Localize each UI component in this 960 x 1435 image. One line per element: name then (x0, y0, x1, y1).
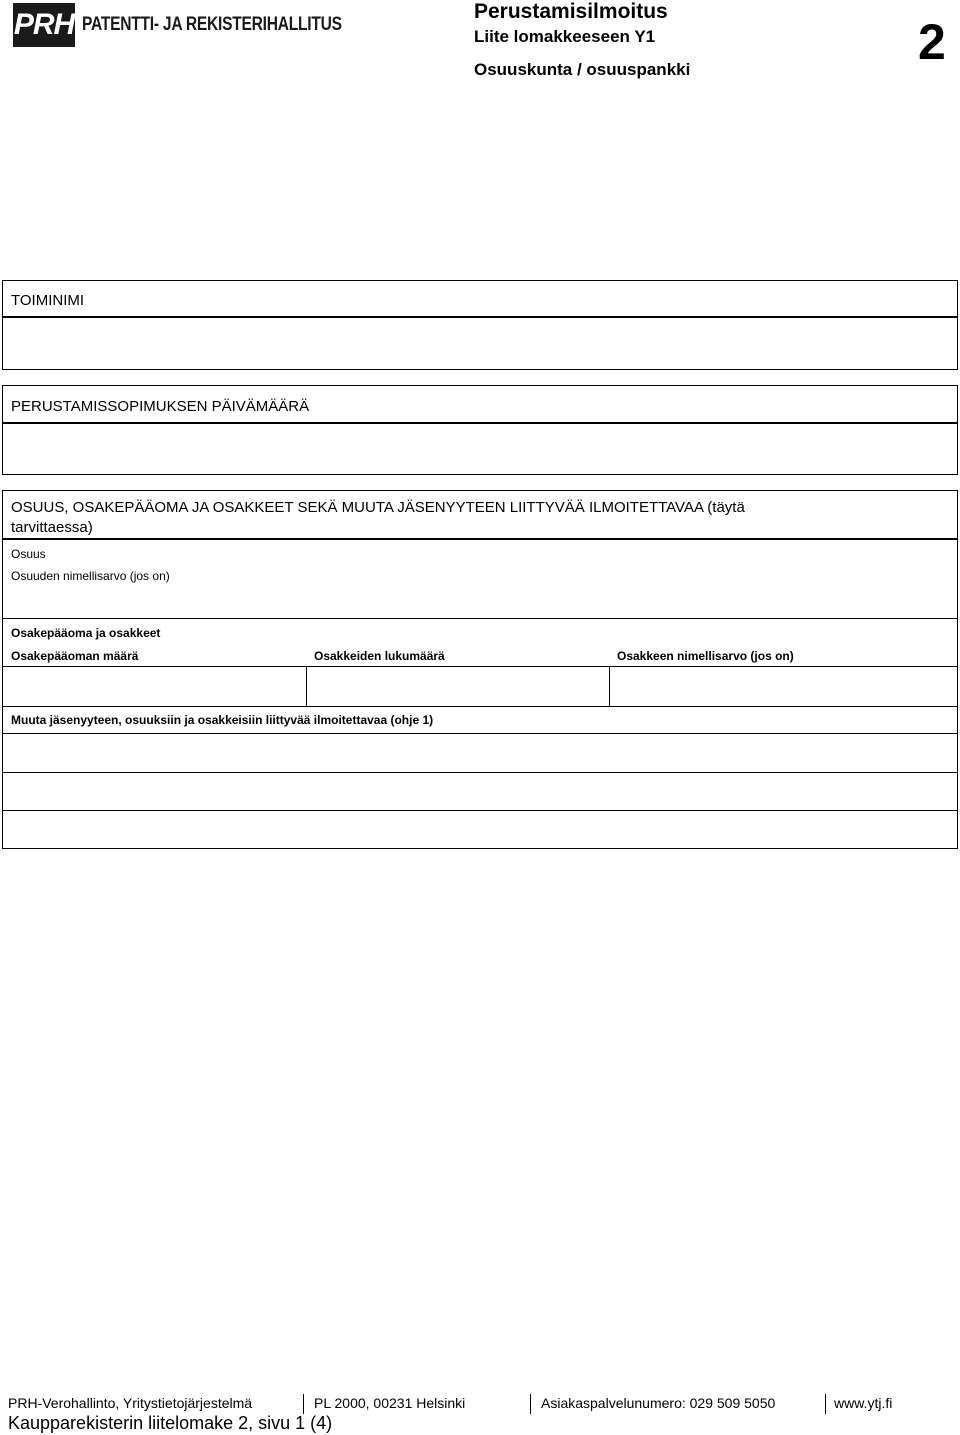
date-label: PERUSTAMISSOPIMUKSEN PÄIVÄMÄÄRÄ (11, 398, 310, 415)
footer-separator (825, 1394, 826, 1414)
osakepaaoma-heading: Osakepääoma ja osakkeet (11, 626, 161, 640)
page-number: 2 (918, 14, 946, 70)
osuus-label: Osuus (11, 547, 46, 561)
divider (3, 810, 957, 811)
form-title: Perustamisilmoitus (474, 0, 668, 23)
muuta-label: Muuta jäsenyyteen, osuuksiin ja osakkeisiin liittyvää ilmoitettavaa (ohje 1) (11, 713, 434, 727)
divider (3, 733, 957, 734)
muuta-field-3[interactable] (7, 813, 957, 847)
footer-separator (303, 1394, 304, 1414)
divider (3, 538, 957, 540)
muuta-field-2[interactable] (7, 775, 957, 809)
col-osakkeen-nimellisarvo: Osakkeen nimellisarvo (jos on) (617, 649, 794, 663)
footer-web[interactable]: www.ytj.fi (834, 1395, 893, 1411)
column-divider (609, 666, 610, 706)
date-field[interactable] (7, 428, 957, 472)
toiminimi-label: TOIMINIMI (11, 292, 85, 309)
divider (3, 666, 957, 667)
column-divider (306, 666, 307, 706)
nimellisarvo-label: Osuuden nimellisarvo (jos on) (11, 569, 170, 583)
prh-logo-mark: PRH (13, 3, 75, 47)
col-osakepaaoman-maara: Osakepääoman määrä (11, 649, 139, 663)
footer-phone: Asiakaspalvelunumero: 029 509 5050 (541, 1395, 776, 1411)
divider (3, 618, 957, 619)
footer-address: PL 2000, 00231 Helsinki (314, 1395, 466, 1411)
divider (3, 316, 957, 318)
osuus-title: OSUUS, OSAKEPÄÄOMA JA OSAKKEET SEKÄ MUUTA JÄSENYYTEEN LIITTYVÄÄ ILMOITETTAVAA (täytä (11, 499, 745, 516)
osakkeen-nimellisarvo-field[interactable] (613, 669, 957, 705)
divider (3, 772, 957, 773)
divider (3, 706, 957, 707)
nimellisarvo-field[interactable] (203, 565, 947, 587)
toiminimi-section (2, 280, 958, 370)
osakkeiden-lukumaara-field[interactable] (310, 669, 609, 705)
footer-org: PRH-Verohallinto, Yritystietojärjestelmä (8, 1395, 253, 1411)
form-id: Kaupparekisterin liitelomake 2, sivu 1 (4) (8, 1413, 333, 1433)
osuus-title-cont: tarvittaessa) (11, 519, 93, 536)
osakepaaoma-field[interactable] (7, 669, 306, 705)
muuta-field-1[interactable] (7, 736, 957, 770)
prh-logo-text: PATENTTI- JA REKISTERIHALLITUS (82, 14, 342, 35)
form-subtitle: Liite lomakkeeseen Y1 (474, 27, 656, 46)
divider (3, 422, 957, 424)
form-type: Osuuskunta / osuuspankki (474, 60, 691, 79)
footer-separator (530, 1394, 531, 1414)
date-section (2, 385, 958, 475)
osuus-section (2, 490, 958, 849)
toiminimi-field[interactable] (7, 321, 957, 367)
col-osakkeiden-lukumaara: Osakkeiden lukumäärä (314, 649, 445, 663)
